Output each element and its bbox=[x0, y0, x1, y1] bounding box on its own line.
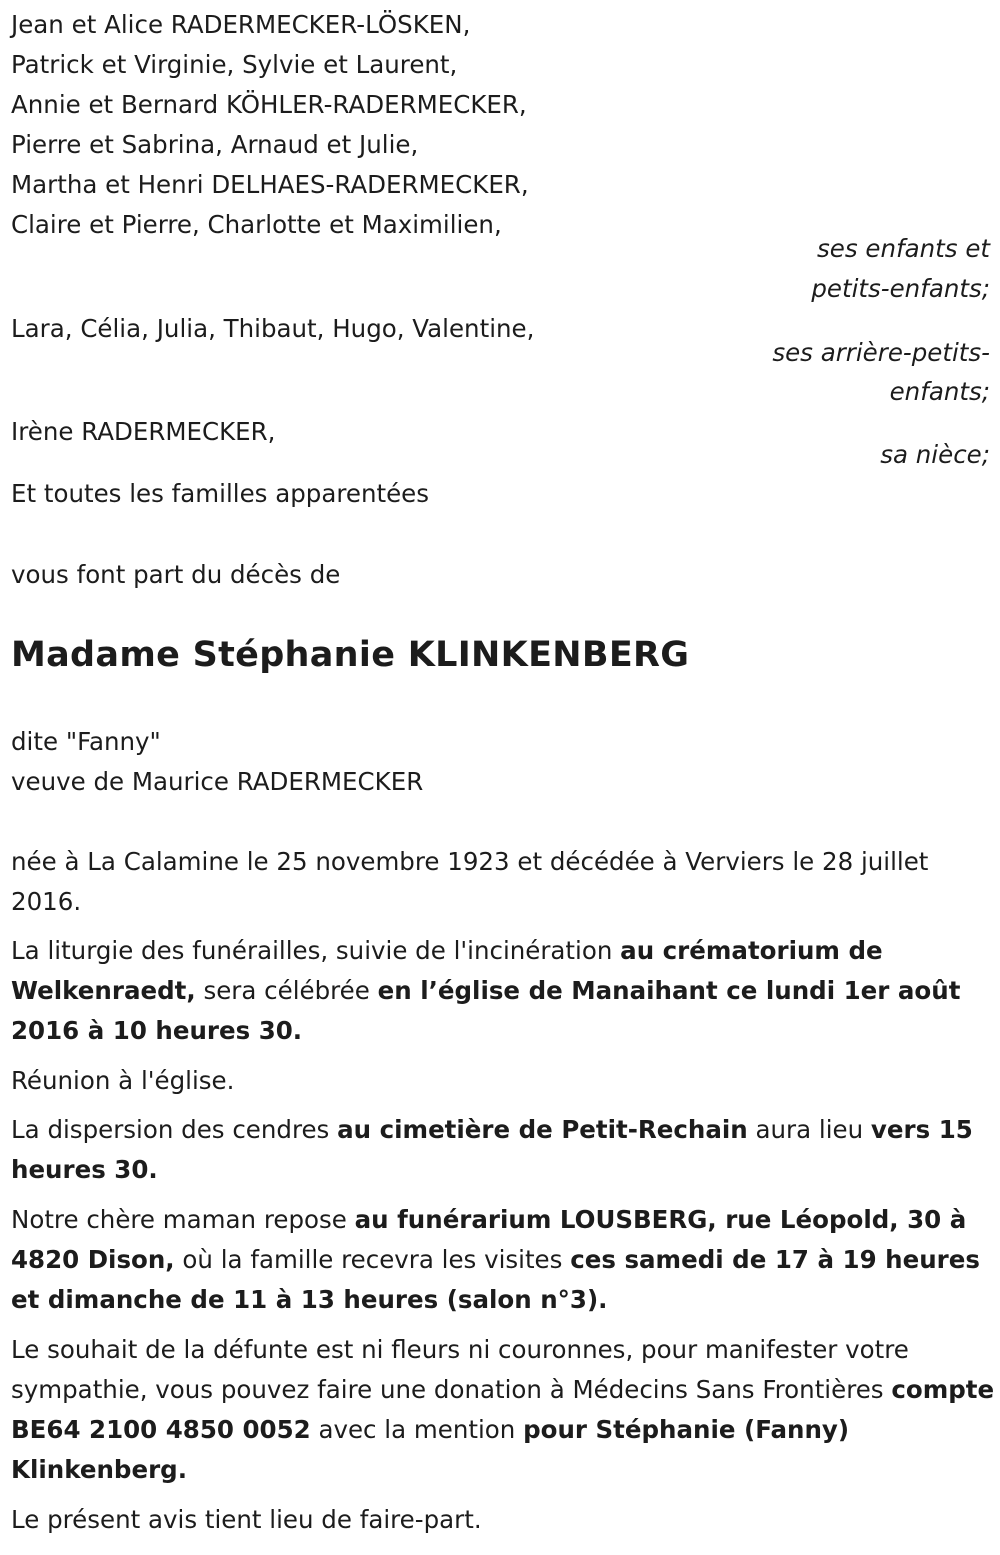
children-role: ses enfants et bbox=[817, 234, 990, 263]
widow-of: veuve de Maurice RADERMECKER bbox=[11, 767, 424, 796]
reunion: Réunion à l'église. bbox=[11, 1066, 235, 1095]
niece-role: sa nièce; bbox=[880, 440, 990, 469]
family-line: Annie et Bernard KÖHLER-RADERMECKER, bbox=[11, 90, 527, 119]
wish-paragraph: Le souhait de la défunte est ni fleurs ni couronnes, pour manifester votre sympathie, vous pouvez faire une donation à Médecins Sans Frontières compte BE64 2100 4850 0052 avec la mention pour Stéphanie (Fanny) Klinkenberg. bbox=[11, 1335, 995, 1484]
family-line: Claire et Pierre, Charlotte et Maximilien, bbox=[11, 210, 502, 239]
announcement: vous font part du décès de bbox=[11, 560, 341, 589]
niece: Irène RADERMECKER, bbox=[11, 417, 276, 446]
deceased-name: Madame Stéphanie KLINKENBERG bbox=[11, 635, 690, 675]
great-grandchildren-role: ses arrière-petits- bbox=[772, 338, 990, 367]
great-grandchildren-role: enfants; bbox=[889, 377, 990, 406]
repose-paragraph: Notre chère maman repose au funérarium LOUSBERG, rue Léopold, 30 à 4820 Dison, où la famille recevra les visites ces samedi de 17 à 19 heures et dimanche de 11 à 13 heures (salon n°3). bbox=[11, 1205, 980, 1314]
great-grandchildren: Lara, Célia, Julia, Thibaut, Hugo, Valentine, bbox=[11, 314, 535, 343]
family-line: Pierre et Sabrina, Arnaud et Julie, bbox=[11, 130, 419, 159]
birth-death-dates: née à La Calamine le 25 novembre 1923 et décédée à Verviers le 28 juillet 2016. bbox=[11, 847, 929, 916]
other-families: Et toutes les familles apparentées bbox=[11, 479, 429, 508]
children-role: petits-enfants; bbox=[811, 274, 990, 303]
dispersion-paragraph: La dispersion des cendres au cimetière de Petit-Rechain aura lieu vers 15 heures 30. bbox=[11, 1115, 973, 1184]
nickname: dite "Fanny" bbox=[11, 727, 161, 756]
family-line: Martha et Henri DELHAES-RADERMECKER, bbox=[11, 170, 529, 199]
liturgy-paragraph: La liturgie des funérailles, suivie de l'incinération au crématorium de Welkenraedt, sera célébrée en l’église de Manaihant ce lundi 1er août 2016 à 10 heures 30. bbox=[11, 936, 961, 1045]
closing-line: Le présent avis tient lieu de faire-part. bbox=[11, 1505, 482, 1534]
family-line: Jean et Alice RADERMECKER-LÖSKEN, bbox=[11, 10, 471, 39]
family-line: Patrick et Virginie, Sylvie et Laurent, bbox=[11, 50, 458, 79]
